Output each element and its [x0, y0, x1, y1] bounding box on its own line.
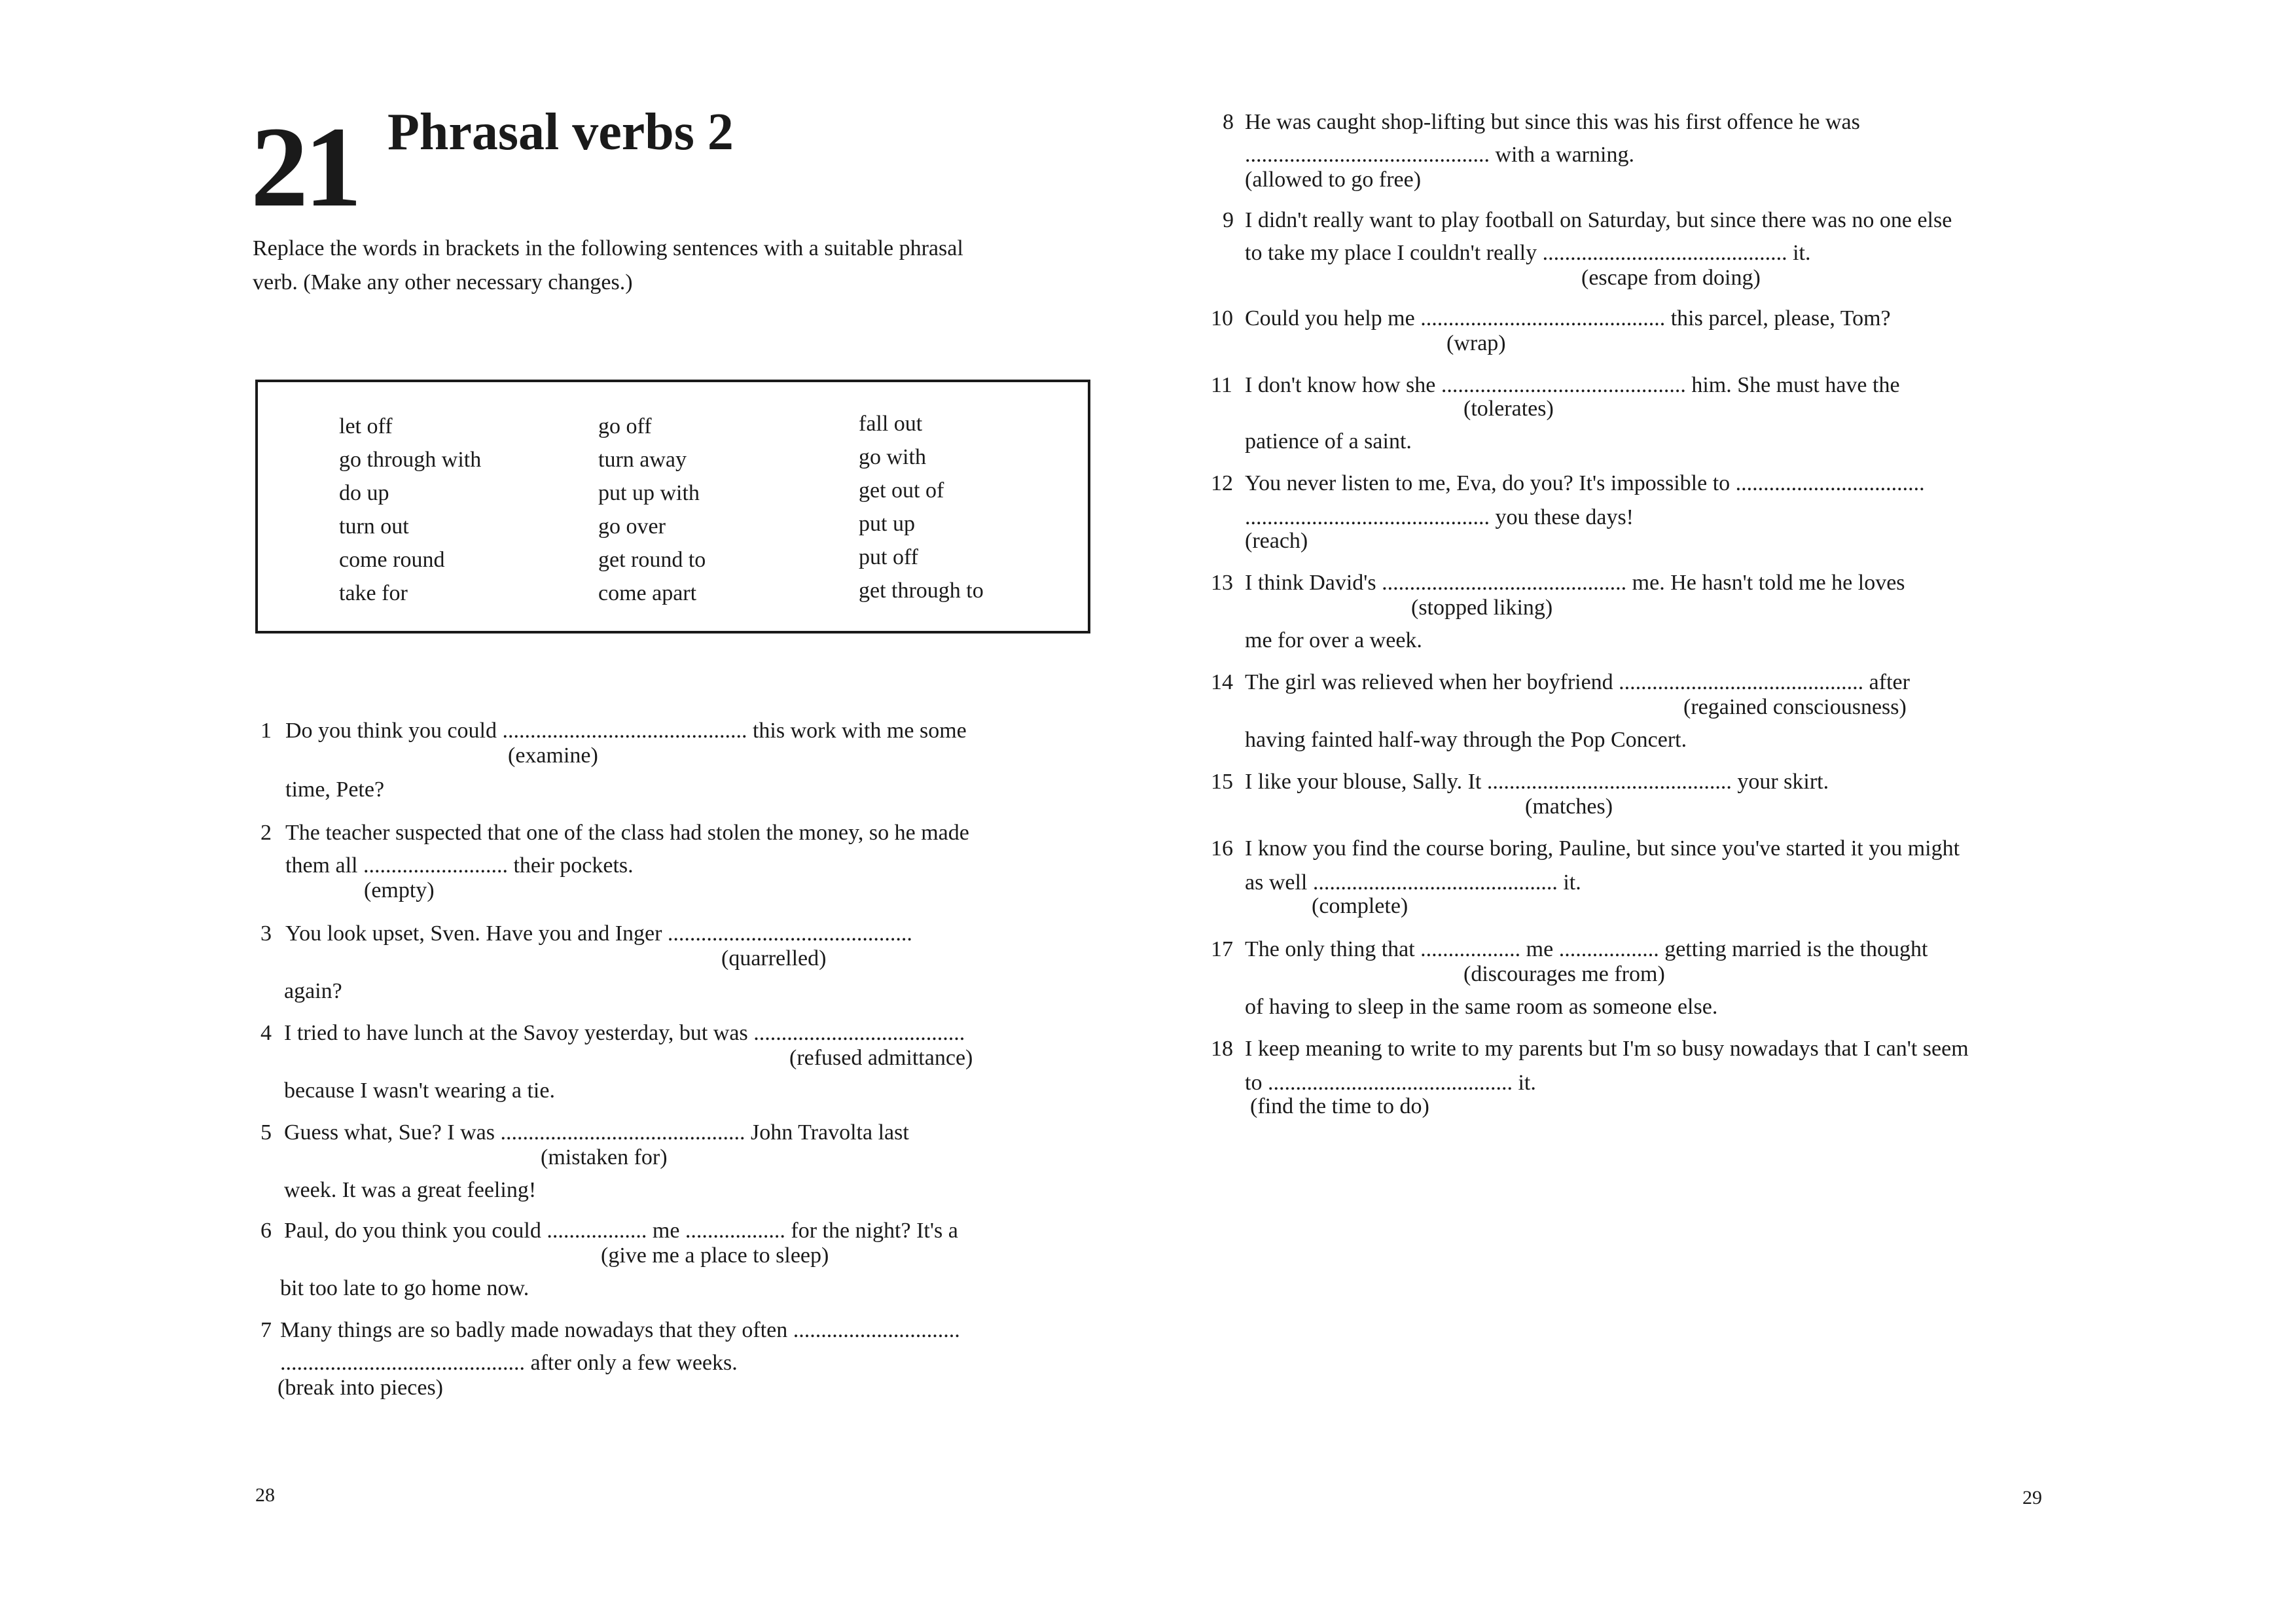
verb-item: go over	[598, 514, 666, 539]
question-hint: (regained consciousness)	[1683, 695, 1907, 719]
question-text: I tried to have lunch at the Savoy yesterday, but was ......................................	[284, 1021, 965, 1045]
verb-item: go through with	[339, 448, 482, 472]
question-number: 15	[1211, 770, 1233, 794]
question-text: The girl was relieved when her boyfriend ............................................ after	[1245, 670, 1910, 694]
question-hint: (reach)	[1245, 529, 1308, 553]
question-hint: (give me a place to sleep)	[601, 1243, 829, 1268]
question-text: Paul, do you think you could .................. me .................. for the night? It's a	[284, 1219, 958, 1243]
question-text: Many things are so badly made nowadays that they often ..............................	[280, 1318, 960, 1342]
question-hint: (break into pieces)	[278, 1376, 443, 1400]
question-number: 9	[1223, 208, 1234, 232]
verb-item: come apart	[598, 581, 697, 605]
verb-item: put off	[859, 545, 918, 569]
question-text-continued: to take my place I couldn't really ............................................ it.	[1245, 241, 1811, 265]
question-number: 16	[1211, 836, 1233, 861]
question-number: 11	[1211, 373, 1232, 397]
verb-item: do up	[339, 481, 389, 505]
question-number: 14	[1211, 670, 1233, 694]
question-text: Do you think you could ............................................ this work with me some	[285, 719, 967, 743]
question-number: 1	[260, 719, 272, 743]
question-text-continued: having fainted half-way through the Pop Concert.	[1245, 728, 1687, 752]
question-hint: (discourages me from)	[1463, 962, 1665, 986]
verb-item: come round	[339, 548, 445, 572]
question-number: 18	[1211, 1037, 1233, 1061]
question-text: Guess what, Sue? I was ............................................ John Travolta last	[284, 1120, 909, 1145]
question-hint: (allowed to go free)	[1245, 168, 1422, 192]
question-number: 5	[260, 1120, 272, 1145]
question-hint: (empty)	[364, 878, 435, 902]
question-number: 8	[1223, 110, 1234, 134]
instructions-line: verb. (Make any other necessary changes.)	[253, 270, 633, 294]
question-number: 10	[1211, 306, 1233, 330]
verb-column-2	[598, 410, 706, 610]
question-text: I know you find the course boring, Pauline, but since you've started it you might	[1245, 836, 1960, 861]
unit-number: 21	[251, 103, 358, 231]
question-text-continued: again?	[284, 979, 342, 1003]
question-text: I keep meaning to write to my parents but I'm so busy nowadays that I can't seem	[1245, 1037, 1969, 1061]
question-number: 4	[260, 1021, 272, 1045]
question-text: I didn't really want to play football on Saturday, but since there was no one else	[1245, 208, 1952, 232]
question-text-continued: patience of a saint.	[1245, 429, 1412, 454]
question-hint: (quarrelled)	[721, 946, 827, 971]
question-text-continued: bit too late to go home now.	[280, 1276, 529, 1300]
verb-item: put up	[859, 512, 915, 536]
question-text-continued: ............................................ with a warning.	[1245, 143, 1634, 167]
question-text-continued: as well ............................................ it.	[1245, 870, 1581, 895]
question-text-continued: of having to sleep in the same room as someone else.	[1245, 995, 1718, 1019]
verb-item: take for	[339, 581, 408, 605]
verb-item: get round to	[598, 548, 706, 572]
question-number: 13	[1211, 571, 1233, 595]
question-number: 3	[260, 921, 272, 946]
question-number: 12	[1211, 471, 1233, 495]
verb-column-1	[339, 410, 481, 610]
question-text-continued: them all .......................... their pockets.	[285, 853, 634, 878]
question-hint: (wrap)	[1446, 331, 1506, 355]
question-text: I like your blouse, Sally. It ............................................ your skirt.	[1245, 770, 1829, 794]
question-text: The only thing that .................. me .................. getting married is the thought	[1245, 937, 1928, 961]
verb-item: get out of	[859, 478, 944, 503]
question-number: 2	[260, 821, 272, 845]
question-text: I think David's ............................................ me. He hasn't told me he loves	[1245, 571, 1905, 595]
question-text: The teacher suspected that one of the class had stolen the money, so he made	[285, 821, 969, 845]
question-hint: (mistaken for)	[541, 1145, 668, 1169]
question-text-continued: to ............................................ it.	[1245, 1071, 1536, 1095]
question-text: He was caught shop-lifting but since this was his first offence he was	[1245, 110, 1860, 134]
question-hint: (find the time to do)	[1250, 1094, 1429, 1118]
verb-item: turn out	[339, 514, 409, 539]
question-hint: (matches)	[1525, 794, 1613, 819]
verb-item: go off	[598, 414, 652, 438]
unit-title: Phrasal verbs 2	[387, 103, 734, 161]
question-text-continued: week. It was a great feeling!	[284, 1178, 537, 1202]
question-text: You look upset, Sven. Have you and Inger ............................................	[285, 921, 912, 946]
question-hint: (tolerates)	[1463, 397, 1554, 421]
question-hint: (refused admittance)	[789, 1046, 973, 1070]
question-hint: (stopped liking)	[1411, 596, 1553, 620]
question-text-continued: ............................................ you these days!	[1245, 505, 1634, 529]
question-number: 7	[260, 1318, 272, 1342]
verb-item: turn away	[598, 448, 687, 472]
verb-item: go with	[859, 445, 926, 469]
question-text: I don't know how she ............................................ him. She must have the	[1245, 373, 1900, 397]
verb-box	[255, 380, 1090, 633]
verb-item: fall out	[859, 412, 923, 436]
instructions	[253, 232, 963, 300]
page-number-right: 29	[2022, 1487, 2042, 1508]
question-text: Could you help me ............................................ this parcel, please, Tom?	[1245, 306, 1891, 330]
question-text-continued: because I wasn't wearing a tie.	[284, 1079, 555, 1103]
question-number: 6	[260, 1219, 272, 1243]
question-number: 17	[1211, 937, 1233, 961]
instructions-line: Replace the words in brackets in the following sentences with a suitable phrasal	[253, 236, 963, 260]
verb-item: put up with	[598, 481, 700, 505]
question-text-continued: ............................................ after only a few weeks.	[280, 1351, 738, 1375]
verb-item: get through to	[859, 579, 984, 603]
verb-column-3	[859, 407, 984, 607]
question-text: You never listen to me, Eva, do you? It's impossible to ..................................	[1245, 471, 1925, 495]
question-text-continued: time, Pete?	[285, 777, 385, 802]
question-hint: (examine)	[508, 743, 598, 768]
question-hint: (complete)	[1312, 894, 1408, 918]
question-hint: (escape from doing)	[1581, 266, 1761, 290]
question-text-continued: me for over a week.	[1245, 628, 1422, 652]
page-number-left: 28	[255, 1484, 275, 1506]
verb-item: let off	[339, 414, 393, 438]
